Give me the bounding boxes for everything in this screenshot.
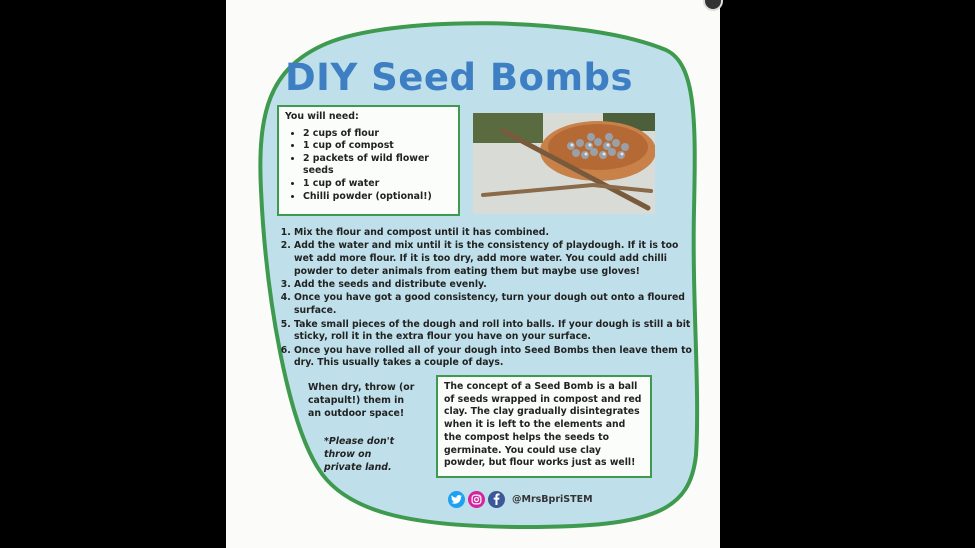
list-item: • 1 cup of compost xyxy=(303,140,452,153)
poster-page xyxy=(226,0,720,548)
list-item: 3. Add the seeds and distribute evenly. xyxy=(294,279,694,292)
ingredients-box xyxy=(277,105,460,216)
seed-bombs-photo xyxy=(473,113,655,214)
concept-box: The concept of a Seed Bomb is a ball of seeds wrapped in compost and red clay. The clay gradually disintegrates when it is left to the elements and the compost helps the seeds to germinate. You could use clay powder, but flour works just as well! xyxy=(436,375,652,478)
throw-note: When dry, throw (or catapult!) them in an outdoor space! xyxy=(308,382,415,419)
list-item: 6. Once you have rolled all of your dough into Seed Bombs then leave them to dry. This usually takes a couple of days. xyxy=(294,345,694,371)
list-item: • 2 packets of wild flower seeds xyxy=(303,153,452,178)
list-item: • 1 cup of water xyxy=(303,178,452,191)
instructions-list xyxy=(278,227,694,371)
twitter-icon xyxy=(448,491,465,508)
social-handle: @MrsBpriSTEM xyxy=(512,493,593,505)
instagram-icon xyxy=(468,491,485,508)
list-item: 2. Add the water and mix until it is the consistency of playdough. If it is too wet add more flour. If it is too dry, add more water. You could add chilli powder to deter animals from eating them but maybe use gloves! xyxy=(294,240,694,278)
needs-heading: You will need: xyxy=(285,111,359,122)
facebook-icon xyxy=(488,491,505,508)
list-item: 4. Once you have got a good consistency, turn your dough out onto a floured surface. xyxy=(294,292,694,318)
list-item: • Chilli powder (optional!) xyxy=(303,191,452,204)
poster-title: DIY Seed Bombs xyxy=(284,56,634,99)
social-bar xyxy=(448,490,593,508)
list-item: • 2 cups of flour xyxy=(303,128,452,141)
private-land-warning: *Please don't throw on private land. xyxy=(324,436,395,473)
ingredients-list xyxy=(285,128,452,204)
list-item: 5. Take small pieces of the dough and roll into balls. If your dough is still a bit sticky, roll it in the extra flour you have on your surface. xyxy=(294,319,694,345)
list-item: 1. Mix the flour and compost until it has combined. xyxy=(294,227,694,240)
